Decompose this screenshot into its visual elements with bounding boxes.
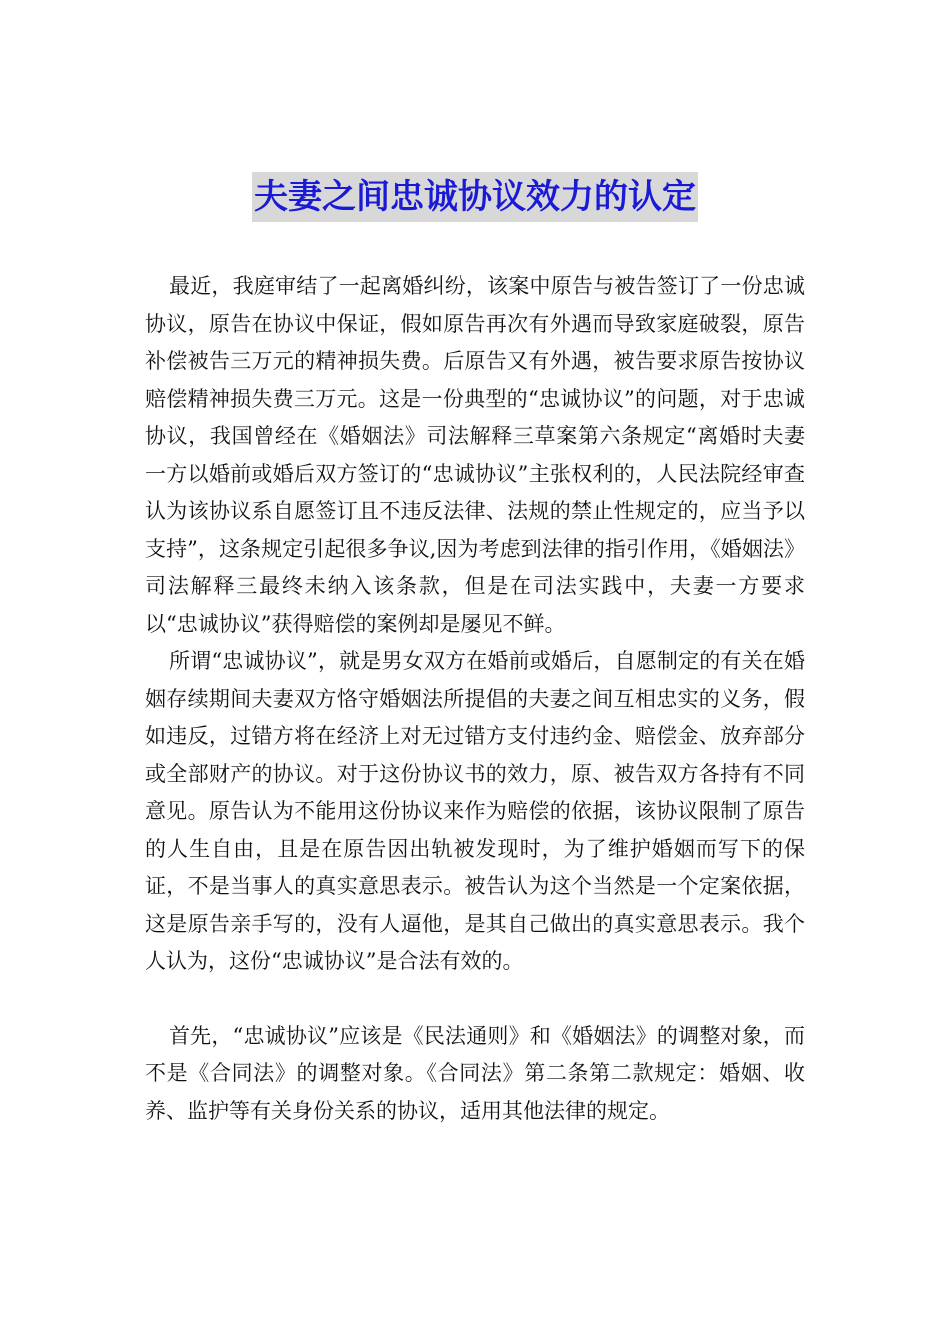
title-block bbox=[0, 172, 950, 222]
paragraph-3: 首先，“忠诚协议”应该是《民法通则》和《婚姻法》的调整对象，而不是《合同法》的调整对象。《合同法》第二条第二款规定：婚姻、收养、监护等有关身份关系的协议，适用其他法律的规定。 bbox=[145, 1023, 805, 1123]
document-title: 夫妻之间忠诚协议效力的认定 bbox=[252, 172, 698, 222]
paragraph-2: 所谓“忠诚协议”，就是男女双方在婚前或婚后，自愿制定的有关在婚姻存续期间夫妻双方恪守婚姻法所提倡的夫妻之间互相忠实的义务，假如违反，过错方将在经济上对无过错方支付违约金、赔偿金、放弃部分或全部财产的协议。对于这份协议书的效力，原、被告双方各持有不同意见。原告认为不能用这份协议来作为赔偿的依据，该协议限制了原告的人生自由，且是在原告因出轨被发现时，为了维护婚姻而写下的保证，不是当事人的真实意思表示。被告认为这个当然是一个定案依据，这是原告亲手写的，没有人逼他，是其自己做出的真实意思表示。我个人认为，这份“忠诚协议”是合法有效的。 bbox=[145, 649, 805, 973]
paragraph-1: 最近，我庭审结了一起离婚纠纷，该案中原告与被告签订了一份忠诚协议，原告在协议中保证，假如原告再次有外遇而导致家庭破裂，原告补偿被告三万元的精神损失费。后原告又有外遇，被告要求原告按协议赔偿精神损失费三万元。这是一份典型的“忠诚协议”的问题，对于忠诚协议，我国曾经在《婚姻法》司法解释三草案第六条规定“离婚时夫妻一方以婚前或婚后双方签订的“忠诚协议”主张权利的，人民法院经审查认为该协议系自愿签订且不违反法律、法规的禁止性规定的，应当予以支持”，这条规定引起很多争议,因为考虑到法律的指引作用，《婚姻法》司法解释三最终未纳入该条款，但是在司法实践中，夫妻一方要求以“忠诚协议”获得赔偿的案例却是屡见不鲜。 bbox=[145, 274, 805, 636]
document-body bbox=[145, 268, 805, 1130]
